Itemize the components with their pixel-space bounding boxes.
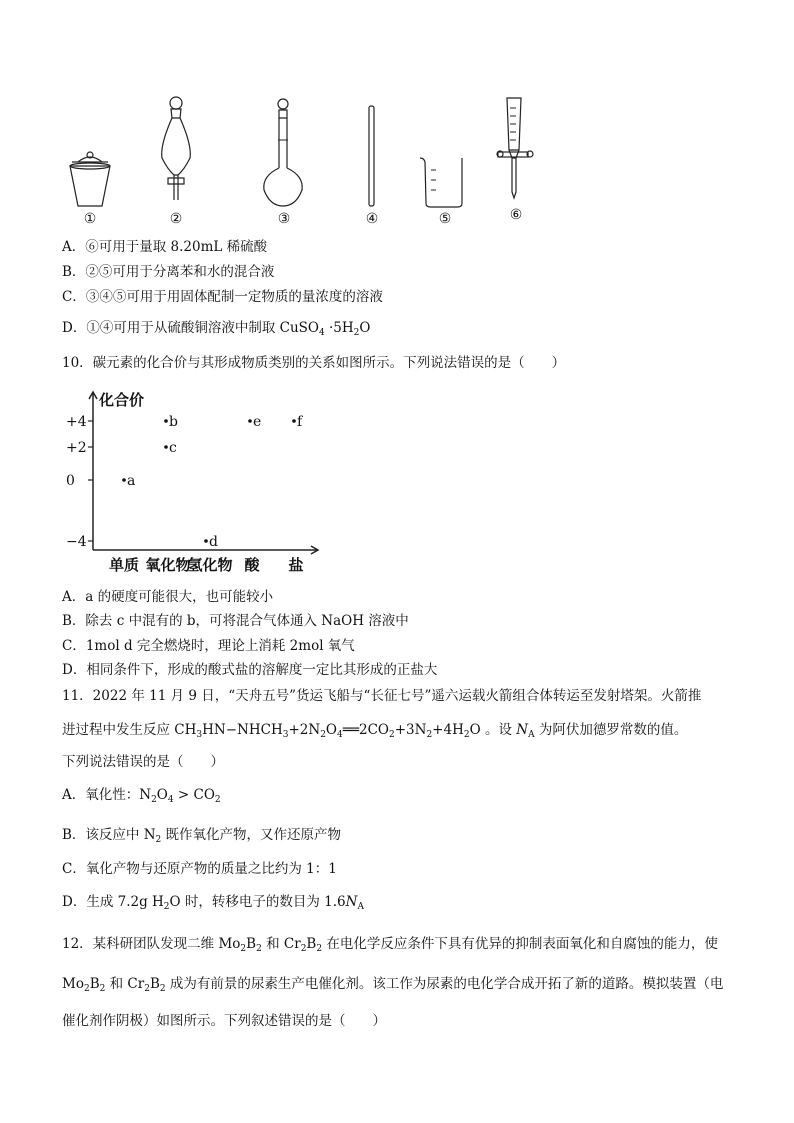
volumetric-flask bbox=[264, 99, 302, 206]
y-tick-label: +2 bbox=[66, 440, 87, 456]
apparatus-label-6: ⑥ bbox=[509, 207, 523, 223]
point-label-c: c bbox=[169, 440, 177, 456]
x-category-label: 盐 bbox=[288, 556, 304, 574]
q11-option-c: C．氧化产物与还原产物的质量之比约为 1：1 bbox=[62, 861, 337, 877]
crucible-with-lid bbox=[70, 152, 110, 206]
x-category-label: 氧化物 bbox=[145, 556, 191, 574]
point-e bbox=[248, 419, 252, 423]
point-b bbox=[164, 419, 168, 423]
q11-stem-line2: 进过程中发生反应 $CH_3HN-NHCH_3+2N_2O_4══2CO_2+3N_2+4H_2O$ 。设 $N_A$ 为阿伏加德罗常数的值。 bbox=[62, 722, 688, 740]
x-category-label: 氢化物 bbox=[187, 556, 233, 574]
apparatus-label-4: ④ bbox=[365, 211, 379, 227]
q11-option-d: D．生成 7.2g $H_2O$ 时，转移电子的数目为 $1.6N_A$ bbox=[62, 894, 364, 912]
apparatus-label-1: ① bbox=[83, 211, 97, 227]
point-label-f: f bbox=[297, 414, 303, 430]
y-tick-label: +4 bbox=[66, 414, 87, 430]
q10-stem: 10．碳元素的化合价与其形成物质类别的关系如图所示。下列说法错误的是（ ） bbox=[62, 355, 566, 371]
q11-stem-line3: 下列说法错误的是（ ） bbox=[62, 754, 224, 770]
point-f bbox=[292, 419, 296, 423]
apparatus-label-2: ② bbox=[169, 211, 183, 227]
x-category-label: 酸 bbox=[244, 556, 260, 574]
y-axis-label: 化合价 bbox=[99, 391, 145, 409]
q11-stem-line1: 11．2022 年 11 月 9 日，“天舟五号”货运飞船与“长征七号”遥六运载火箭组合体转运至发射塔架。火箭推 bbox=[62, 688, 702, 704]
y-tick-label: −4 bbox=[66, 534, 87, 550]
q9-option-d: D．①④可用于从硫酸铜溶液中制取 CuSO$_4$ $\cdot 5H_2O$ bbox=[62, 320, 371, 338]
q10-option-c: C．1mol d 完全燃烧时，理论上消耗 2mol 氧气 bbox=[62, 638, 355, 654]
q10-option-b: B．除去 c 中混有的 b，可将混合气体通入 NaOH 溶液中 bbox=[62, 613, 409, 629]
point-label-e: e bbox=[253, 414, 262, 430]
q11-option-b: B．该反应中 $N_2$ 既作氧化产物，又作还原产物 bbox=[62, 827, 342, 845]
q9-option-a: A．⑥可用于量取 8.20mL 稀硫酸 bbox=[62, 239, 268, 255]
beaker bbox=[420, 158, 462, 207]
glass-rod bbox=[369, 106, 374, 206]
q12-stem-line1: 12．某科研团队发现二维 $Mo_2B_2$ 和 $Cr_2B_2$ 在电化学反应条件下具有优异的抑制表面氧化和自腐蚀的能力，使 bbox=[62, 936, 718, 954]
y-axis-arrow bbox=[89, 392, 97, 399]
y-tick-label: 0 bbox=[66, 473, 75, 489]
x-category-label: 单质 bbox=[108, 556, 140, 574]
point-label-a: a bbox=[127, 473, 136, 489]
burette bbox=[497, 98, 533, 198]
apparatus-figure bbox=[0, 0, 794, 235]
point-c bbox=[164, 445, 168, 449]
point-label-d: d bbox=[209, 534, 218, 550]
q10-option-d: D．相同条件下，形成的酸式盐的溶解度一定比其形成的正盐大 bbox=[62, 662, 438, 678]
apparatus-label-3: ③ bbox=[277, 211, 291, 227]
q10-option-a: A．a 的硬度可能很大，也可能较小 bbox=[62, 589, 274, 605]
separatory-funnel bbox=[162, 97, 191, 200]
q12-stem-line3: 催化剂作阴极）如图所示。下列叙述错误的是（ ） bbox=[62, 1013, 386, 1029]
point-a bbox=[122, 478, 126, 482]
q9-option-b: B．②⑤可用于分离苯和水的混合液 bbox=[62, 264, 275, 280]
apparatus-label-5: ⑤ bbox=[438, 211, 452, 227]
x-axis-arrow bbox=[311, 546, 318, 554]
q11-option-a: A．氧化性：$N_2O_4 > CO_2$ bbox=[62, 787, 221, 805]
q12-stem-line2: $Mo_2B_2$ 和 $Cr_2B_2$ 成为有前景的尿素生产电催化剂。该工作为尿素的电化学合成开拓了新的道路。模拟装置（电 bbox=[62, 976, 724, 994]
q9-option-c: C．③④⑤可用于用固体配制一定物质的量浓度的溶液 bbox=[62, 289, 383, 305]
point-d bbox=[204, 539, 208, 543]
point-label-b: b bbox=[169, 414, 178, 430]
